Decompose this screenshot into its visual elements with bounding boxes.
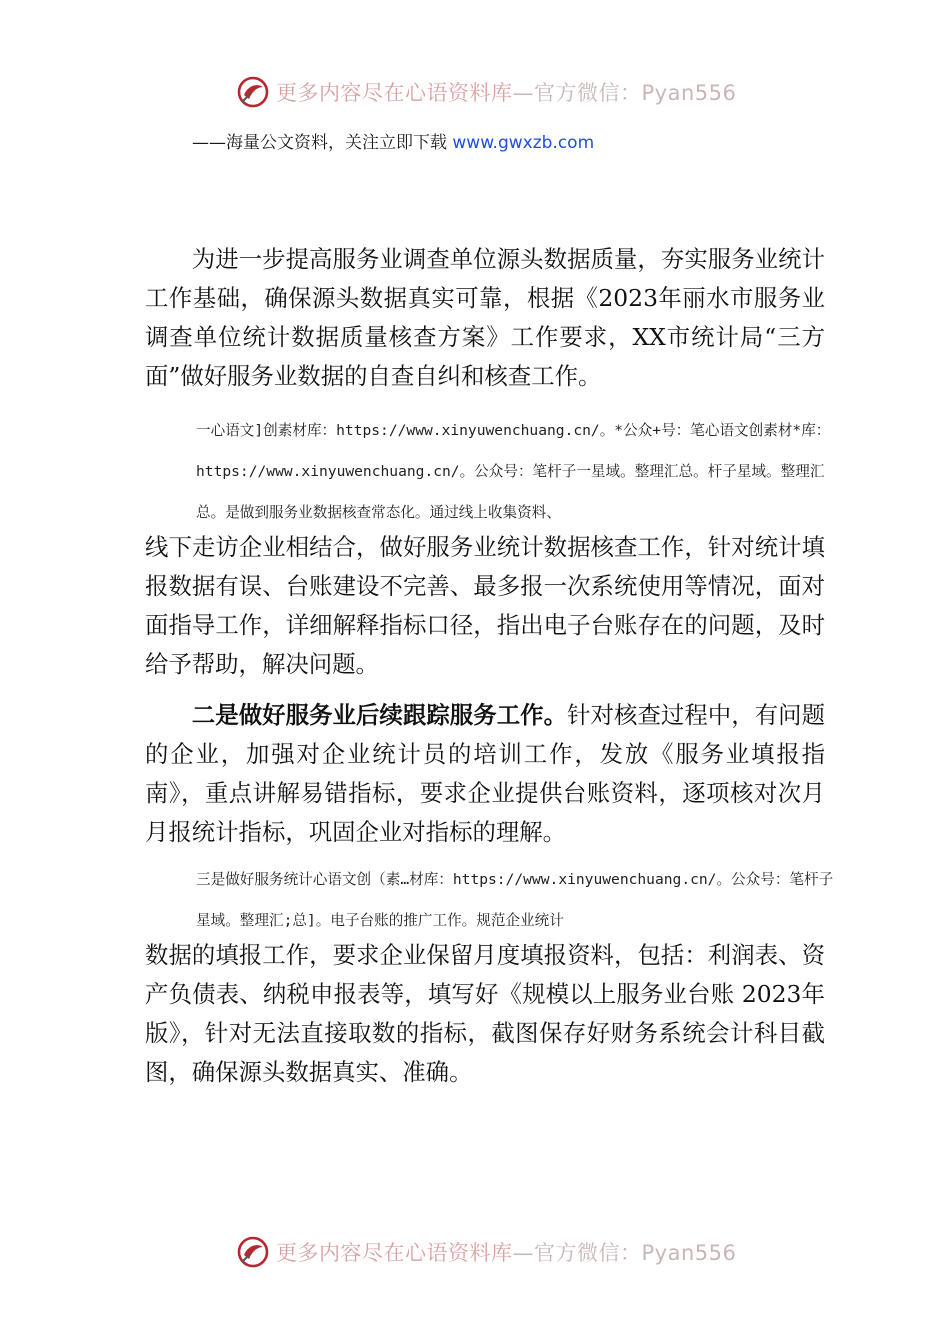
second-measure-heading: 二是做好服务业后续跟踪服务工作。 <box>191 701 568 729</box>
footer-banner-contact: —官方微信：Pyan556 <box>512 1241 737 1265</box>
download-link[interactable]: www.gwxzb.com <box>452 133 595 153</box>
banner-contact: —官方微信：Pyan556 <box>512 81 737 105</box>
footer-banner-text <box>276 1237 736 1267</box>
brand-logo-icon <box>236 1235 270 1269</box>
footer-banner <box>236 1232 756 1272</box>
paragraph-second-measure <box>145 696 825 852</box>
paragraph-intro: 为进一步提高服务业调查单位源头数据质量，夯实服务业统计工作基础，确保源头数据真实可靠，根据《2023年丽水市服务业调查单位统计数据质量核查方案》工作要求，XX市统计局“三方面”做好服务业数据的自查自纠和核查工作。 <box>145 245 825 390</box>
download-notice-text: ——海量公文资料，关注立即下载 <box>192 133 453 153</box>
banner-text <box>276 77 736 107</box>
footer-banner-title: 更多内容尽在心语资料库 <box>276 1241 513 1265</box>
brand-logo-icon <box>236 75 270 109</box>
banner-title: 更多内容尽在心语资料库 <box>276 81 513 105</box>
watermark-note-1: 一心语文]创素材库：https://www.xinyuwenchuang.cn/。*公众+号：笔心语文创素材*库：https://www.xinyuwenchuang.cn/。公众号：笔杆子一星域。整理汇总。杆子星域。整理汇总。是做到服务业数据核查常态化。通过线上收集资料、 <box>196 422 831 521</box>
download-notice <box>192 128 594 153</box>
paragraph-first-measure: 线下走访企业相结合，做好服务业统计数据核查工作，针对统计填报数据有误、台账建设不完善、最多报一次系统使用等情况，面对面指导工作，详细解释指标口径，指出电子台账存在的问题，及时给予帮助，解决问题。 <box>145 533 825 678</box>
header-banner <box>236 72 756 112</box>
second-measure-text: 针对核查过程中，有问题的企业，加强对企业统计员的培训工作，发放《服务业填报指南》，重点讲解易错指标，要求企业提供台账资料，逐项核对次月月报统计指标，巩固企业对指标的理解。 <box>145 701 826 846</box>
watermark-note-2: 三是做好服务统计心语文创（素…材库：https://www.xinyuwenchuang.cn/。公众号：笔杆子星域。整理汇;总]。电子台账的推广工作。规范企业统计 <box>196 871 834 929</box>
paragraph-third-measure: 数据的填报工作，要求企业保留月度填报资料，包括：利润表、资产负债表、纳税申报表等，填写好《规模以上服务业台账 2023年版》，针对无法直接取数的指标，截图保存好财务系统会计科目截图，确保源头数据真实、准确。 <box>145 941 825 1086</box>
